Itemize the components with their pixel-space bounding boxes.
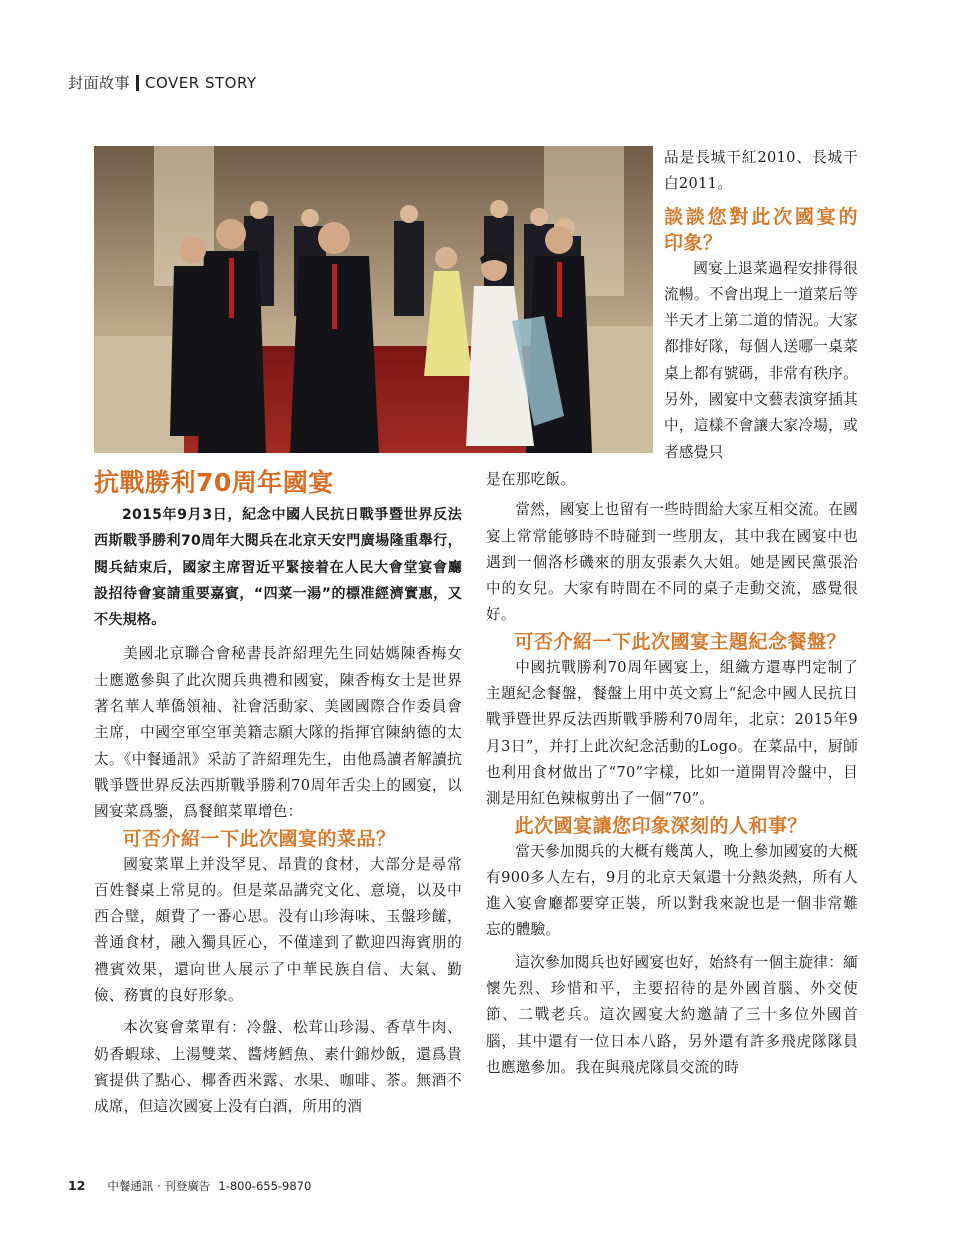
answer-1-paragraph-2: 本次宴會菜單有：冷盤、松茸山珍湯、香草牛肉、奶香蝦球、上湯雙菜、醬烤鱈魚、素什錦炒飯，還爲貴賓提供了點心、椰香西米露、水果、咖啡、茶。無酒不成席，但這次國宴上没有白酒，所用的酒 bbox=[94, 1019, 462, 1116]
answer-2-continued: 是在那吃飯。 bbox=[486, 471, 576, 488]
intro-paragraph: 2015年9月3日，紀念中國人民抗日戰爭暨世界反法西斯戰爭勝利70周年大閱兵在北京天安門廣場隆重舉行，閱兵結束后，國家主席習近平緊接着在人民大會堂宴會廳設招待會宴請重要嘉賓，“四菜一湯”的標准經濟實惠，又不失規格。 bbox=[94, 507, 462, 629]
answer-1-paragraph-1: 國宴菜單上并没罕見、昂貴的食材，大部分是尋常百姓餐桌上常見的。但是菜品講究文化、意境，以及中西合璧，頗費了一番心思。没有山珍海味、玉盤珍饈，普通食材，融入獨具匠心，不僅達到了歡迎四海賓朋的禮賓效果，還向世人展示了中華民族自信、大氣、勤儉、務實的良好形象。 bbox=[94, 855, 462, 1005]
answer-2-paragraph: 國宴上退菜過程安排得很流暢。不會出現上一道菜后等半天才上第二道的情況。大家都排好隊，每個人送哪一桌菜桌上都有號碼，非常有秩序。另外，國宴中文藝表演穿插其中，這樣不會讓大家冷場，或者感覺只 bbox=[664, 259, 858, 461]
answer-1-continued: 品是長城干紅2010、長城干白2011。 bbox=[664, 149, 858, 193]
question-4-heading: 此次國宴讓您印象深刻的人和事？ bbox=[514, 814, 808, 837]
footer-publication: 中餐通訊 · 刊登廣告 bbox=[107, 1179, 211, 1193]
right-column-lower bbox=[486, 467, 858, 1081]
footer-phone: 1-800-655-9870 bbox=[218, 1179, 312, 1193]
page-number: 12 bbox=[68, 1178, 86, 1193]
answer-4-paragraph-1: 當天參加閱兵的大概有幾萬人，晚上參加國宴的大概有900多人左右，9月的北京天氣還十分熱炎熱，所有人進入宴會廳都要穿正裝，所以對我來說也是一個非常難忘的體驗。 bbox=[486, 842, 858, 939]
question-3-heading: 可否介紹一下此次國宴主題紀念餐盤？ bbox=[514, 630, 847, 653]
section-label-zh: 封面故事 bbox=[68, 74, 131, 92]
section-label-en: COVER STORY bbox=[145, 73, 257, 92]
section-header bbox=[68, 72, 257, 93]
answer-3-paragraph: 中國抗戰勝利70周年國宴上，組織方還專門定制了主題紀念餐盤，餐盤上用中英文寫上“紀念中國人民抗日戰爭暨世界反法西斯戰爭勝利70周年，北京：2015年9月3日”，并打上此次紀念活動的Logo。在菜品中，厨師也利用食材做出了“70”字樣，比如一道開胃冷盤中，目測是用紅色辣椒剪出了一個“70”。 bbox=[486, 658, 858, 808]
left-column bbox=[94, 502, 462, 1121]
question-2-heading: 談談您對此次國宴的印象？ bbox=[664, 205, 858, 254]
answer-4-paragraph-2: 這次參加閱兵也好國宴也好，始終有一個主旋律：緬懷先烈、珍惜和平，主要招待的是外國首腦、外交使節、二戰老兵。這次國宴大約邀請了三十多位外國首腦，其中還有一位日本八路，另外還有許多飛虎隊隊員也應邀參加。我在與飛虎隊員交流的時 bbox=[486, 953, 858, 1076]
question-1-heading: 可否介紹一下此次國宴的菜品？ bbox=[122, 827, 396, 850]
page-footer bbox=[68, 1178, 311, 1194]
header-divider bbox=[136, 75, 139, 91]
right-column-upper bbox=[664, 145, 858, 466]
article-title: 抗戰勝利70周年國宴 bbox=[94, 468, 334, 497]
body-paragraph-1: 美國北京聯合會秘書長許紹理先生同姑媽陳香梅女士應邀參與了此次閱兵典禮和國宴，陳香梅女士是世界著名華人華僑領袖、社會活動家、美國國際合作委員會主席，中國空軍空軍美籍志願大隊的指揮官陳納德的太太。《中餐通訊》采訪了許紹理先生，由他爲讀者解讀抗戰爭暨世界反法西斯戰爭勝利70周年舌尖上的國宴，以國宴菜爲鑒，爲餐館菜單增色： bbox=[94, 645, 462, 821]
banquet-photo-illustration bbox=[94, 146, 653, 453]
answer-2-paragraph-2: 當然，國宴上也留有一些時間給大家互相交流。在國宴上常常能够時不時碰到一些朋友，其中我在國宴中也遇到一個洛杉磯來的朋友張素久大姐。她是國民黨張治中的女兒。大家有時間在不同的桌子走動交流，感覺很好。 bbox=[486, 501, 858, 624]
cover-photo bbox=[94, 146, 653, 453]
